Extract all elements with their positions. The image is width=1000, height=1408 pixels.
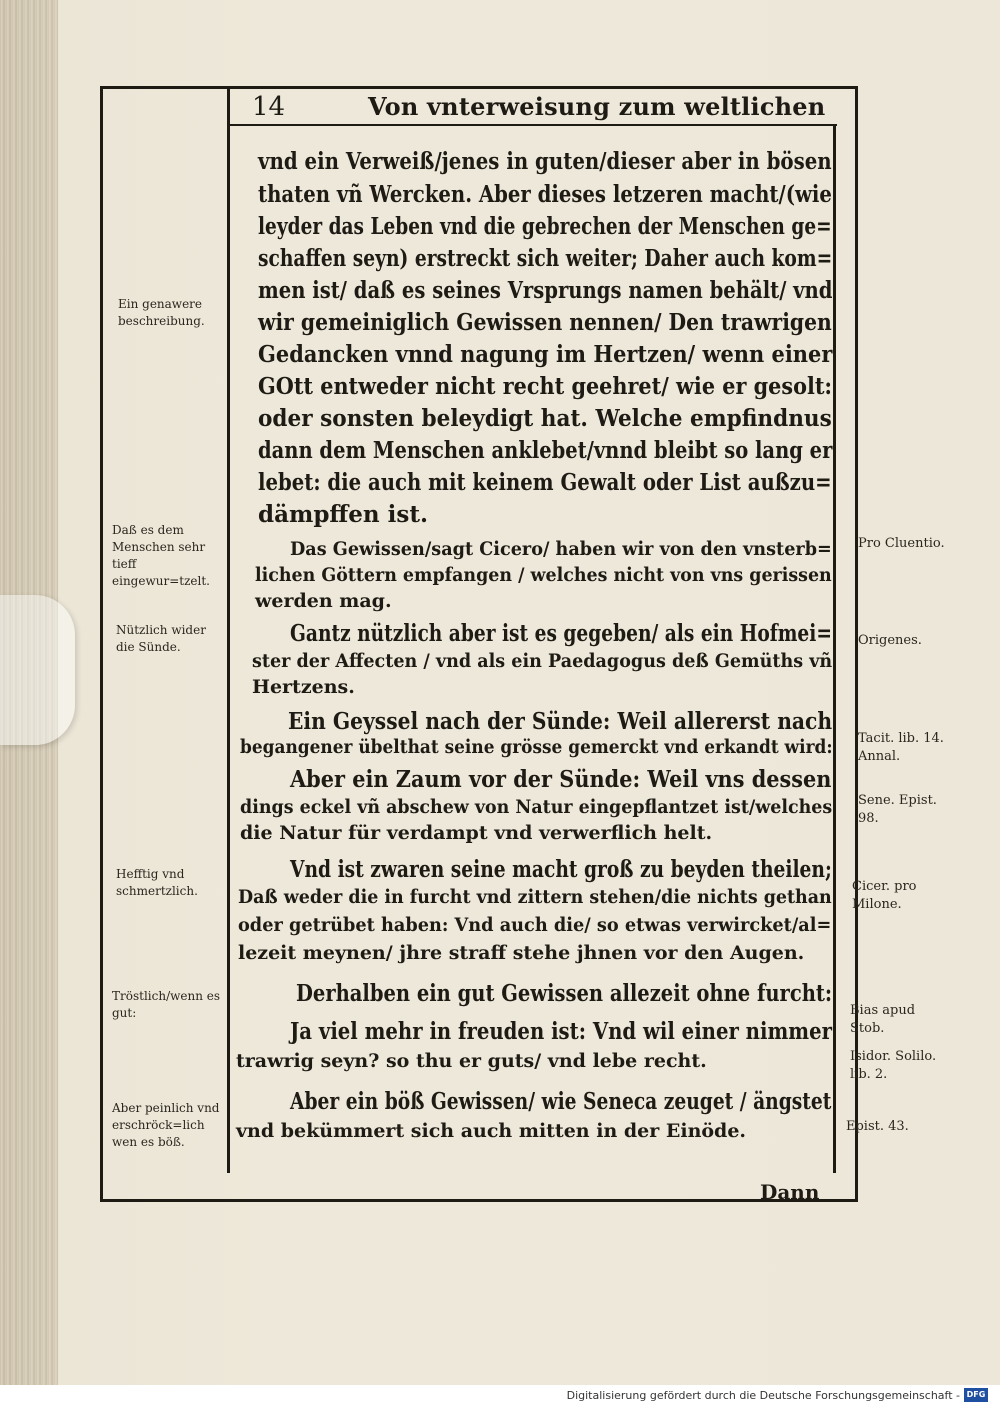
text-line: GOtt entweder nicht recht geehret/ wie er gesolt: <box>258 373 833 400</box>
footer-bar <box>0 1385 1000 1408</box>
text-line: Gantz nützlich aber ist es gegeben/ als ein Hofmei= <box>290 620 832 647</box>
text-line: trawrig seyn? so thu er guts/ vnd lebe recht. <box>236 1050 707 1072</box>
text-line: vnd bekümmert sich auch mitten in der Einöde. <box>236 1120 747 1142</box>
left-margin-note: Nützlich wider die Sünde. <box>116 623 206 654</box>
text-line: Aber ein böß Gewissen/ wie Seneca zeuget / ängstet <box>290 1088 832 1115</box>
text-line: ster der Affecten / vnd als ein Paedagogus deß Gemüths vñ <box>252 650 833 672</box>
footer-credit: Digitalisierung gefördert durch die Deutsche Forschungsgemeinschaft - <box>566 1389 960 1402</box>
text-line: Aber ein Zaum vor der Sünde: Weil vns dessen <box>290 766 832 793</box>
left-margin-note: Aber peinlich vnd erschröck=lich wen es böß. <box>112 1101 220 1149</box>
right-margin-note: Cicer. pro Milone. <box>852 879 917 912</box>
text-line: die Natur für verdampt vnd verwerflich helt. <box>240 822 713 844</box>
text-line: Ein Geyssel nach der Sünde: Weil allererst nach <box>288 708 833 735</box>
right-margin-note: Tacit. lib. 14. Annal. <box>858 731 944 764</box>
right-margin-note: Origenes. <box>858 633 922 648</box>
right-margin-note: Isidor. Solilo. lib. 2. <box>850 1049 937 1082</box>
text-line: Gedancken vnnd nagung im Hertzen/ wenn einer <box>258 341 833 368</box>
text-line: men ist/ daß es seines Vrsprungs namen behält/ vnd <box>258 277 833 304</box>
text-line: dann dem Menschen anklebet/vnnd bleibt so lang er <box>258 437 833 464</box>
page-number: 14 <box>252 92 286 122</box>
text-line: Hertzens. <box>252 676 355 698</box>
text-line: dämpffen ist. <box>258 501 428 528</box>
left-margin-note: Daß es dem Menschen sehr tieff eingewur=tzelt. <box>112 523 210 588</box>
text-line: Ja viel mehr in freuden ist: Vnd wil einer nimmer <box>290 1018 832 1045</box>
text-line: thaten vñ Wercken. Aber dieses letzeren macht/(wie <box>258 181 832 208</box>
text-line: Daß weder die in furcht vnd zittern stehen/die nichts gethan <box>238 886 832 908</box>
left-margin-note: Ein genawere beschreibung. <box>118 297 205 328</box>
text-line: Das Gewissen/sagt Cicero/ haben wir von den vnsterb= <box>290 538 832 560</box>
text-line: dings eckel vñ abschew von Natur eingepflantzet ist/welches <box>240 796 833 818</box>
catchword: Dann <box>760 1180 820 1204</box>
running-title: Von vnterweisung zum weltlichen <box>368 92 826 121</box>
text-line: Vnd ist zwaren seine macht groß zu beyden theilen; <box>290 856 832 883</box>
text-line: leyder das Leben vnd die gebrechen der Menschen ge= <box>258 213 832 240</box>
text-line: lezeit meynen/ jhre straff stehe jhnen vor den Augen. <box>238 942 805 964</box>
right-margin-note: Epist. 43. <box>846 1119 909 1134</box>
page-clip <box>0 595 75 745</box>
left-margin-note: Hefftig vnd schmertzlich. <box>116 867 198 898</box>
text-line: Derhalben ein gut Gewissen allezeit ohne furcht: <box>296 980 833 1007</box>
text-line: wir gemeiniglich Gewissen nennen/ Den trawrigen <box>258 309 832 336</box>
text-line: begangener übelthat seine grösse gemerckt vnd erkandt wird: <box>240 736 833 758</box>
right-margin-note: Bias apud Stob. <box>850 1003 916 1036</box>
text-line: schaffen seyn) erstreckt sich weiter; Daher auch kom= <box>258 245 833 272</box>
right-margin-note: Pro Cluentio. <box>858 536 945 551</box>
text-line: vnd ein Verweiß/jenes in guten/dieser aber in bösen <box>258 148 832 175</box>
left-column-rule <box>227 88 230 1173</box>
text-line: lebet: die auch mit keinem Gewalt oder List außzu= <box>258 469 832 496</box>
text-line: werden mag. <box>255 590 392 612</box>
left-margin-note: Tröstlich/wenn es gut: <box>112 989 221 1020</box>
text-line: lichen Göttern empfangen / welches nicht von vns gerissen <box>255 564 832 586</box>
right-column-rule <box>833 125 836 1173</box>
header-rule <box>227 124 837 126</box>
text-line: oder getrübet haben: Vnd auch die/ so etwas verwircket/al= <box>238 914 832 936</box>
right-margin-note: Sene. Epist. 98. <box>858 793 937 826</box>
text-line: oder sonsten beleydigt hat. Welche empfindnus <box>258 405 832 432</box>
dfg-logo-icon: DFG <box>964 1388 988 1402</box>
